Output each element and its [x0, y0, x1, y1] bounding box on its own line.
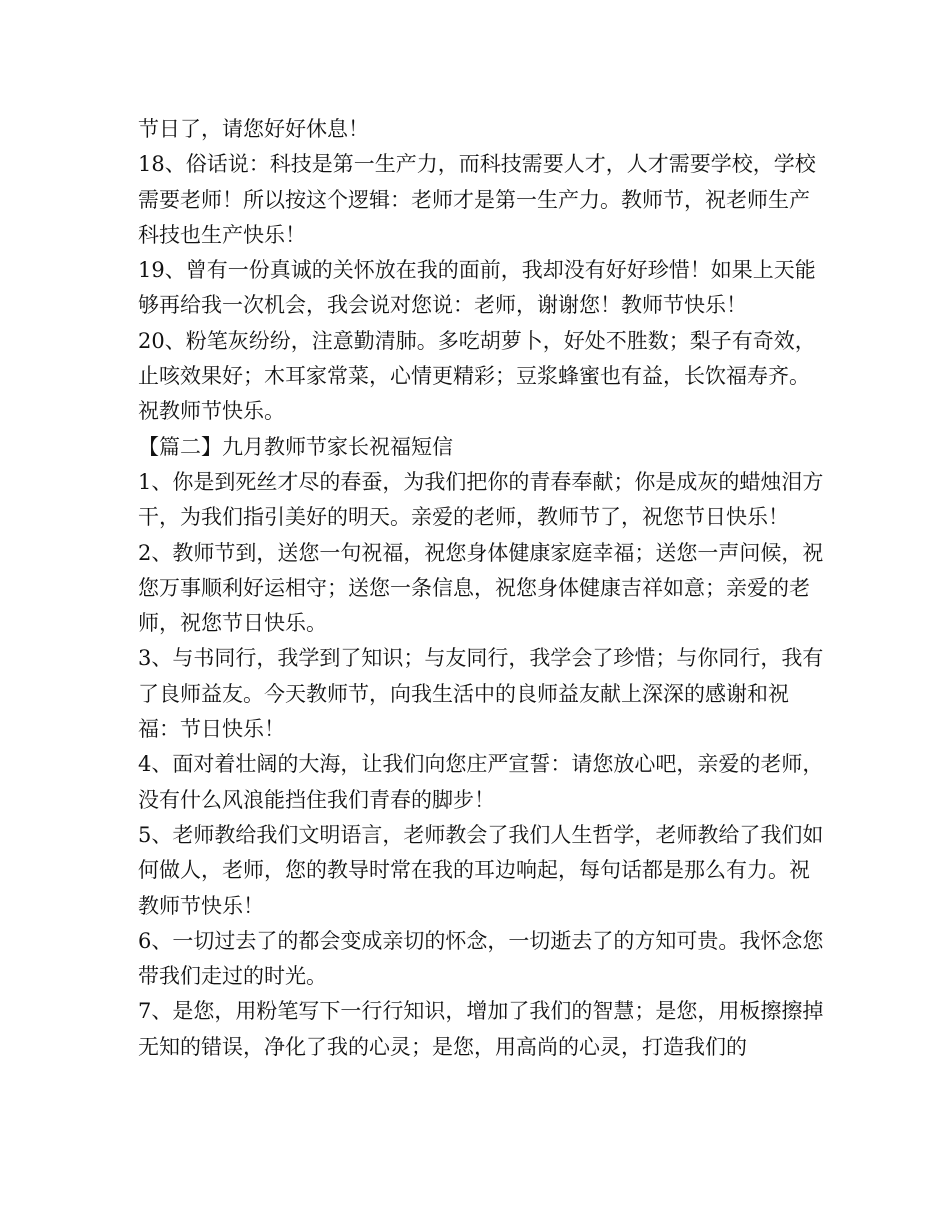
paragraph-item-5: 5、老师教给我们文明语言，老师教会了我们人生哲学，老师教给了我们如何做人，老师，您的教导时常在我的耳边响起，每句话都是那么有力。祝教师节快乐！ [138, 822, 824, 918]
paragraph-item-20: 20、粉笔灰纷纷，注意勤清肺。多吃胡萝卜，好处不胜数；梨子有奇效，止咳效果好；木耳家常菜，心情更精彩；豆浆蜂蜜也有益，长饮福寿齐。祝教师节快乐。 [138, 328, 816, 424]
paragraph-continuation: 节日了，请您好好休息！ [138, 117, 369, 141]
paragraph-item-3: 3、与书同行，我学到了知识；与友同行，我学会了珍惜；与你同行，我有了良师益友。今天教师节，向我生活中的良师益友献上深深的感谢和祝福：节日快乐！ [138, 646, 824, 742]
paragraph-item-1: 1、你是到死丝才尽的春蚕，为我们把你的青春奉献；你是成灰的蜡烛泪方干，为我们指引美好的明天。亲爱的老师，教师节了，祝您节日快乐！ [138, 469, 824, 530]
paragraph-item-19: 19、曾有一份真诚的关怀放在我的面前，我却没有好好珍惜！如果上天能够再给我一次机会，我会说对您说：老师，谢谢您！教师节快乐！ [138, 258, 816, 318]
paragraph-item-7: 7、是您，用粉笔写下一行行知识，增加了我们的智慧；是您，用板擦擦掉无知的错误，净化了我的心灵；是您，用高尚的心灵，打造我们的 [138, 999, 824, 1059]
paragraph-item-18: 18、俗话说：科技是第一生产力，而科技需要人才，人才需要学校，学校需要老师！所以按这个逻辑：老师才是第一生产力。教师节，祝老师生产科技也生产快乐！ [138, 152, 816, 247]
paragraph-item-6: 6、一切过去了的都会变成亲切的怀念，一切逝去了的方知可贵。我怀念您带我们走过的时光。 [138, 928, 824, 989]
document-body [138, 112, 828, 1065]
paragraph-item-4: 4、面对着壮阔的大海，让我们向您庄严宣誓：请您放心吧，亲爱的老师，没有什么风浪能挡住我们青春的脚步！ [138, 752, 824, 812]
section-heading: 【篇二】九月教师节家长祝福短信 [138, 434, 453, 459]
paragraph-item-2: 2、教师节到，送您一句祝福，祝您身体健康家庭幸福；送您一声问候，祝您万事顺利好运相守；送您一条信息，祝您身体健康吉祥如意；亲爱的老师，祝您节日快乐。 [138, 540, 824, 636]
